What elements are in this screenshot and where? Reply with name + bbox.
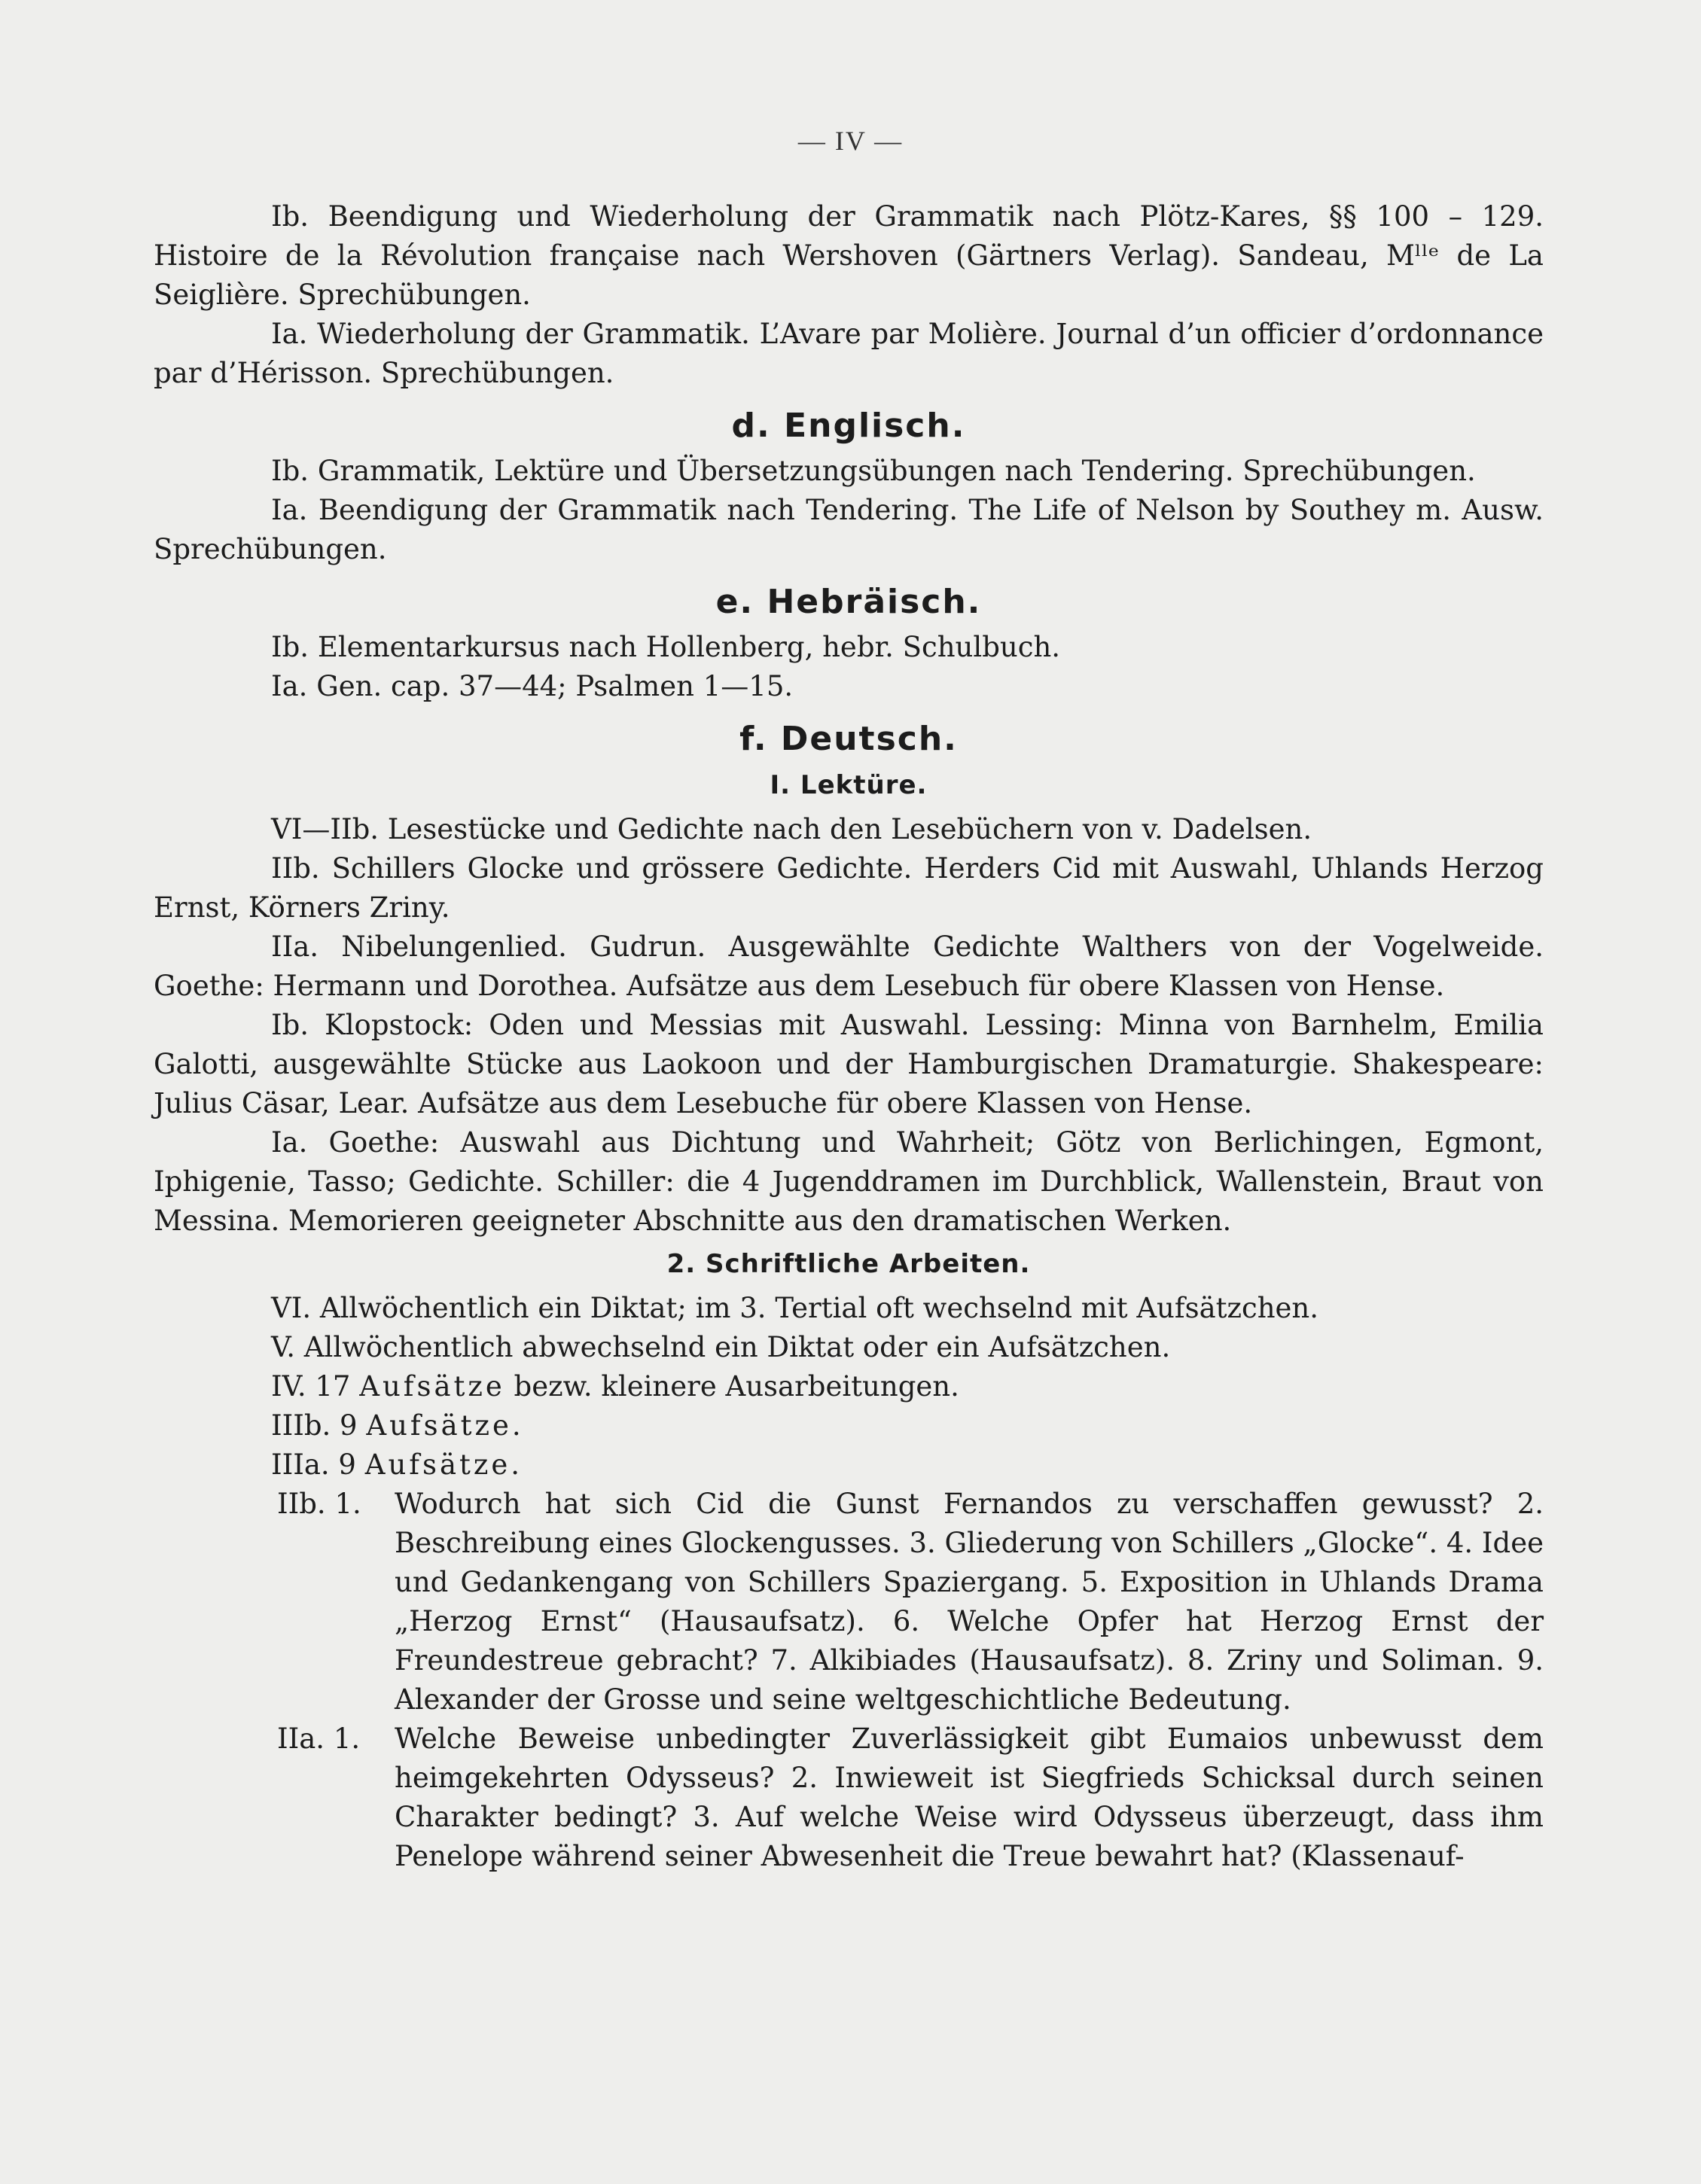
section-heading: 2. Schriftliche Arbeiten. xyxy=(666,1249,1031,1279)
paragraph xyxy=(154,1406,1544,1445)
paragraph xyxy=(154,1445,1544,1485)
page-number: — IV — xyxy=(797,126,904,156)
paragraph: VI—IIb. Lesestücke und Gedichte nach den Lesebüchern von v. Dadelsen. xyxy=(271,813,1312,845)
paragraph: V. Allwöchentlich abwechselnd ein Diktat oder ein Aufsätzchen. xyxy=(271,1331,1171,1363)
section-heading: I. Lektüre. xyxy=(770,770,928,800)
spaced-emphasis: Aufsätze. xyxy=(364,1448,523,1481)
document-body xyxy=(154,197,1544,1876)
paragraph-tail: bezw. kleinere Ausarbeitungen. xyxy=(505,1370,959,1403)
essay-topic-list xyxy=(154,1719,1544,1876)
spaced-emphasis: Aufsätze. xyxy=(366,1409,524,1442)
paragraph: Ia. Gen. cap. 37—44; Psalmen 1—15. xyxy=(271,670,794,702)
paragraph-lead: IIIa. 9 xyxy=(271,1448,365,1481)
paragraph: Ia. Wiederholung der Grammatik. L’Avare par Molière. Journal d’un officier d’ordonnance par d’Hérisson. Sprechübungen. xyxy=(154,318,1544,389)
section-heading: d. Englisch. xyxy=(731,407,966,445)
paragraph: VI. Allwöchentlich ein Diktat; im 3. Tertial oft wechselnd mit Aufsätzchen. xyxy=(271,1292,1319,1324)
paragraph: Ib. Grammatik, Lektüre und Übersetzungsübungen nach Tendering. Sprechübungen. xyxy=(271,455,1476,487)
paragraph: IIa. Nibelungenlied. Gudrun. Ausgewählte Gedichte Walthers von der Vogelweide. Goethe: Hermann und Dorothea. Aufsätze aus dem Lesebuch für obere Klassen von Hense. xyxy=(154,931,1544,1002)
essay-topics: Wodurch hat sich Cid die Gunst Fernandos zu verschaffen gewusst? 2. Beschreibung eines Glockengusses. 3. Gliederung von Schillers „Glocke“. 4. Idee und Gedankengang von Schillers Spaziergang. 5. Exposition in Uhlands Drama „Herzog Ernst“ (Hausaufsatz). 6. Welche Opfer hat Herzog Ernst der Freundestreue gebracht? 7. Alkibiades (Hausaufsatz). 8. Zriny und Soliman. 9. Alexander der Grosse und seine weltgeschichtliche Bedeutung. xyxy=(395,1488,1544,1716)
section-heading: f. Deutsch. xyxy=(739,720,958,758)
paragraph: Ib. Klopstock: Oden und Messias mit Auswahl. Lessing: Minna von Barnhelm, Emilia Galotti, ausgewählte Stücke aus Laokoon und der Hamburgischen Dramaturgie. Shakespeare: Julius Cäsar, Lear. Aufsätze aus dem Lesebuche für obere Klassen von Hense. xyxy=(154,1009,1544,1119)
spaced-emphasis: Aufsätze xyxy=(359,1370,505,1403)
paragraph-lead: IV. 17 xyxy=(271,1370,360,1403)
paragraph-lead: IIIb. 9 xyxy=(271,1409,367,1442)
essay-topic-list xyxy=(154,1485,1544,1719)
essay-topics: Welche Beweise unbedingter Zuverlässigkeit gibt Eumaios unbewusst dem heimgekehrten Odysseus? 2. Inwieweit ist Siegfrieds Schicksal durch seinen Charakter bedingt? 3. Auf welche Weise wird Odysseus überzeugt, dass ihm Penelope während seiner Abwesenheit die Treue bewahrt hat? (Klassenauf- xyxy=(395,1723,1544,1872)
section-heading: e. Hebräisch. xyxy=(715,583,982,621)
paragraph: Ib. Beendigung und Wiederholung der Grammatik nach Plötz-Kares, §§ 100 – 129. Histoire de la Révolution française nach Wershoven (Gärtners Verlag). Sandeau, Mˡˡᵉ de La Seiglière. Sprechübungen. xyxy=(154,200,1544,311)
class-label: IIb. 1. xyxy=(277,1488,361,1520)
paragraph: Ia. Beendigung der Grammatik nach Tendering. The Life of Nelson by Southey m. Ausw. Sprechübungen. xyxy=(154,494,1544,565)
paragraph: Ia. Goethe: Auswahl aus Dichtung und Wahrheit; Götz von Berlichingen, Egmont, Iphigenie, Tasso; Gedichte. Schiller: die 4 Jugenddramen im Durchblick, Wallenstein, Braut von Messina. Memorieren geeigneter Abschnitte aus den dramatischen Werken. xyxy=(154,1126,1544,1237)
paragraph xyxy=(154,1367,1544,1406)
class-label: IIa. 1. xyxy=(277,1723,361,1755)
paragraph: IIb. Schillers Glocke und grössere Gedichte. Herders Cid mit Auswahl, Uhlands Herzog Ernst, Körners Zriny. xyxy=(154,852,1544,924)
paragraph: Ib. Elementarkursus nach Hollenberg, hebr. Schulbuch. xyxy=(271,631,1061,663)
